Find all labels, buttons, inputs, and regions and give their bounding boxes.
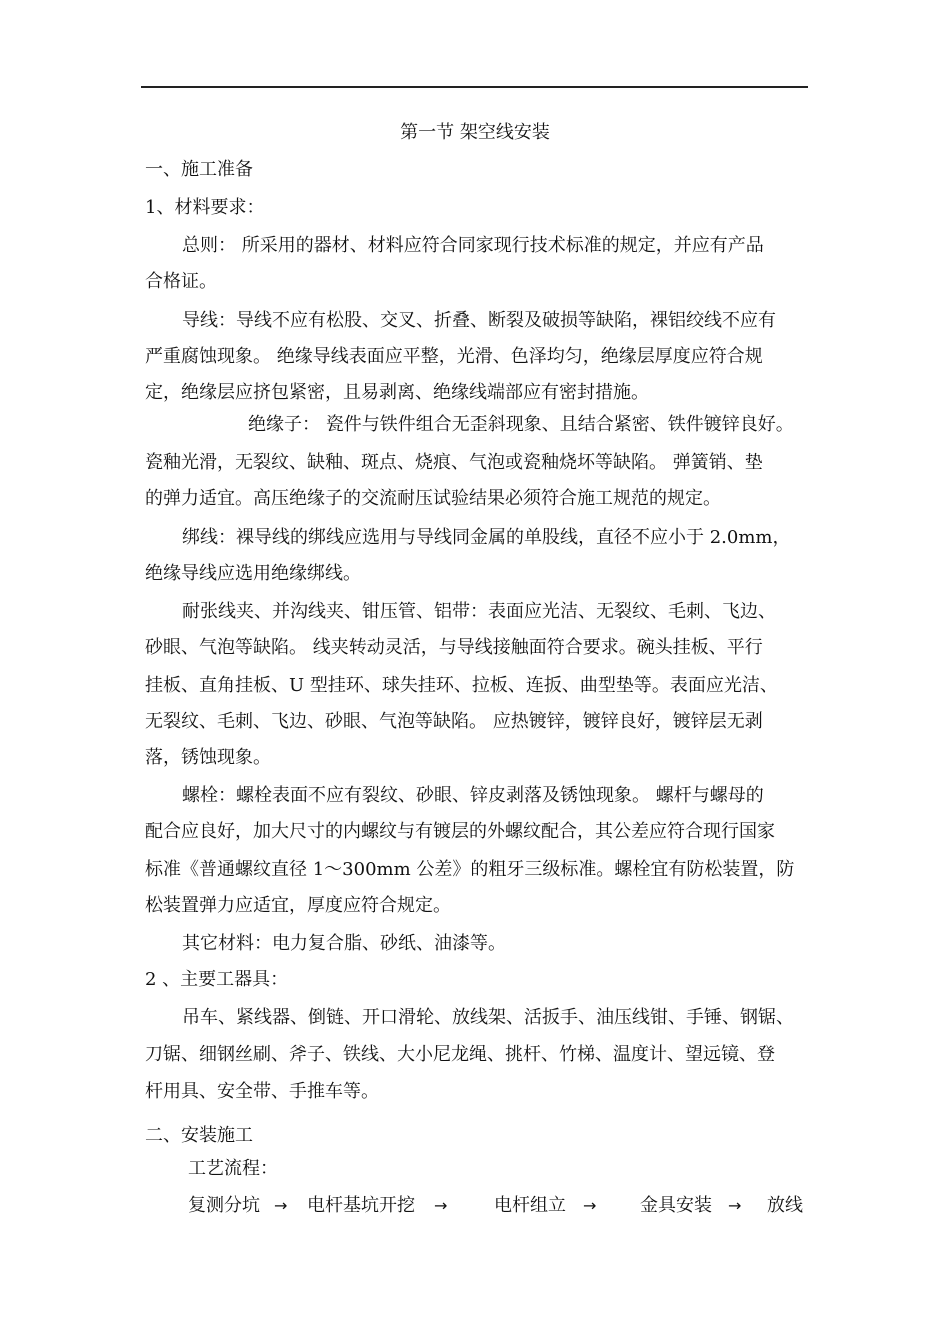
tools-line-3: 杆用具、安全带、手推车等。 (145, 1081, 379, 1102)
fittings-line-4: 无裂纹、毛刺、飞边、砂眼、气泡等缺陷。 应热镀锌，镀锌良好，镀锌层无剥 (145, 711, 763, 732)
binding-line-2: 绝缘导线应选用绝缘绑线。 (145, 563, 361, 584)
part-heading-installation: 二、安装施工 (145, 1125, 253, 1146)
flow-step-pole-erection: 电杆组立 (494, 1195, 566, 1216)
tools-line-1: 吊车、紧线器、倒链、开口滑轮、放线架、活扳手、油压线钳、手锤、钢锯、 (182, 1007, 794, 1028)
fittings-line-3: 挂板、直角挂板、U 型挂环、球失挂环、拉板、连扳、曲型垫等。表面应光洁、 (145, 675, 778, 696)
flow-step-excavation: 电杆基坑开挖 (307, 1195, 415, 1216)
flow-step-survey: 复测分坑 (188, 1195, 260, 1216)
part-heading-preparation: 一、施工准备 (145, 159, 253, 180)
flow-step-stringing: 放线 (767, 1195, 803, 1216)
tools-line-2: 刀锯、细钢丝刷、斧子、铁线、大小尼龙绳、挑杆、竹梯、温度计、望远镜、登 (145, 1044, 775, 1065)
conductor-line-1: 导线：导线不应有松股、交叉、折叠、断裂及破损等缺陷，裸铝绞线不应有 (182, 310, 776, 331)
section-title: 第一节 架空线安装 (400, 122, 550, 143)
fittings-line-5: 落，锈蚀现象。 (145, 747, 271, 768)
bolts-line-1: 螺栓：螺栓表面不应有裂纹、砂眼、锌皮剥落及锈蚀现象。 螺杆与螺母的 (182, 785, 764, 806)
binding-line-1: 绑线：裸导线的绑线应选用与导线同金属的单股线，直径不应小于 2.0mm， (182, 527, 791, 548)
fittings-line-1: 耐张线夹、并沟线夹、钳压管、铝带：表面应光洁、无裂纹、毛刺、飞边、 (182, 601, 776, 622)
bolts-line-2: 配合应良好，加大尺寸的内螺纹与有镀层的外螺纹配合，其公差应符合现行国家 (145, 821, 775, 842)
insulator-line-1: 绝缘子： 瓷件与铁件组合无歪斜现象、且结合紧密、铁件镀锌良好。 (248, 414, 794, 435)
insulator-line-3: 的弹力适宜。高压绝缘子的交流耐压试验结果必须符合施工规范的规定。 (145, 488, 721, 509)
process-label: 工艺流程： (188, 1158, 278, 1179)
flow-step-fitting-install: 金具安装 (640, 1195, 712, 1216)
bolts-line-4: 松装置弹力应适宜，厚度应符合规定。 (145, 895, 451, 916)
flow-arrow-icon: → (728, 1196, 742, 1215)
flow-arrow-icon: → (583, 1196, 597, 1215)
flow-arrow-icon: → (274, 1196, 288, 1215)
flow-arrow-icon: → (434, 1196, 448, 1215)
tools-heading: 2 、主要工器具： (145, 969, 289, 990)
general-line-1: 总则： 所采用的器材、材料应符合同家现行技术标准的规定，并应有产品 (182, 235, 764, 256)
other-materials: 其它材料：电力复合脂、砂纸、油漆等。 (182, 933, 506, 954)
general-line-2: 合格证。 (145, 271, 217, 292)
fittings-line-2: 砂眼、气泡等缺陷。 线夹转动灵活，与导线接触面符合要求。碗头挂板、平行 (145, 637, 763, 658)
conductor-line-3: 定，绝缘层应挤包紧密，且易剥离、绝缘线端部应有密封措施。 (145, 382, 649, 403)
header-rule (141, 86, 808, 88)
insulator-line-2: 瓷釉光滑，无裂纹、缺釉、斑点、烧痕、气泡或瓷釉烧坏等缺陷。 弹簧销、垫 (145, 452, 763, 473)
materials-heading: 1、材料要求： (145, 197, 265, 218)
bolts-line-3: 标准《普通螺纹直径 1～300mm 公差》的粗牙三级标准。螺栓宜有防松装置，防 (145, 859, 795, 880)
conductor-line-2: 严重腐蚀现象。 绝缘导线表面应平整，光滑、色泽均匀，绝缘层厚度应符合规 (145, 346, 763, 367)
